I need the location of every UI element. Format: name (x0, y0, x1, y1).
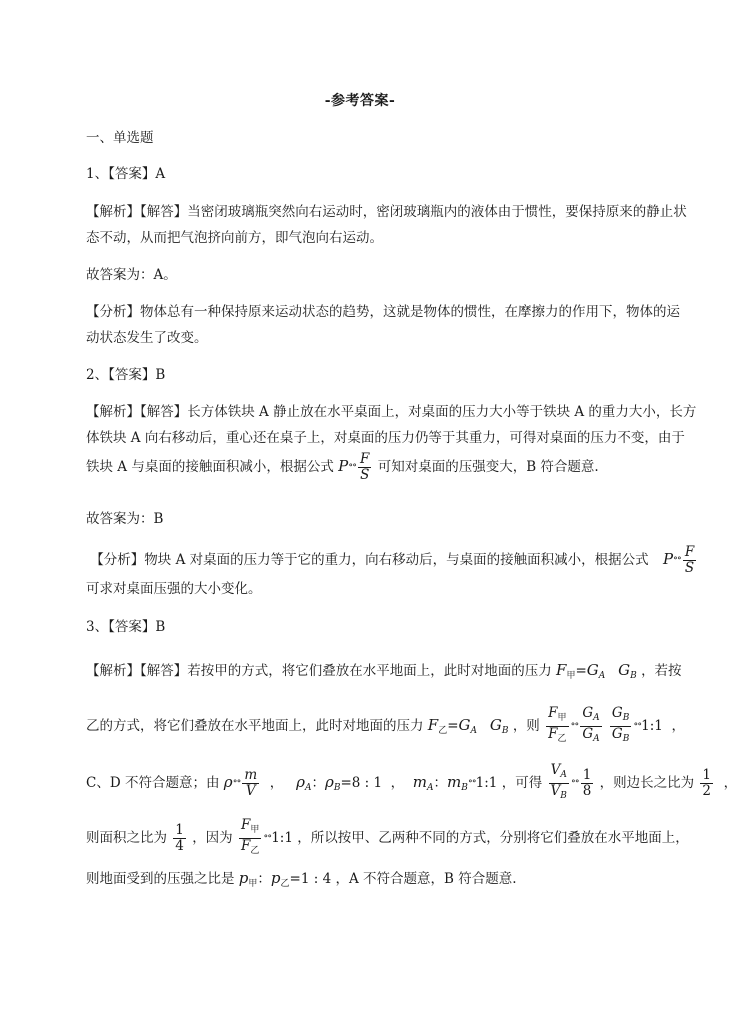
q2-answer: 2、【答案】B (86, 367, 166, 383)
q3-line5: 则地面受到的压强之比是 $p_甲$：$p_乙=1$ : 4 ，A 不符合题意，B 符合题意. (86, 869, 517, 889)
q2-analysis-line3: 铁块 A 与桌面的接触面积减小，根据公式 P∘∘ $\frac{F}{S}$ 可知对桌面的压强变大，B 符合题意. (86, 451, 599, 483)
formula-p: P (338, 457, 349, 475)
section-heading: 一、单选题 (86, 130, 154, 146)
q3-line1: 【解析】【解答】若按甲的方式，将它们叠放在水平地面上，此时对地面的压力 $F_甲=G_A$ $G_B$ ，若按 (86, 661, 682, 681)
page-title: -参考答案- (324, 93, 396, 109)
fraction-f-over-s: $\frac{F}{S}$ (360, 451, 370, 483)
q3-line2: 乙的方式，将它们叠放在水平地面上，此时对地面的压力 $F_乙=G_A$ $G_B$ ，则 $\frac{F_甲}{F_乙}$ ∘∘ $\frac{G_A}{G_A}$ $\frac{G_B}{G_B}$ ∘∘1:1 ， (86, 706, 676, 747)
q3-line4: 则面积之比为 $\frac{1}{4}$ ，因为 $\frac{F_甲}{F_乙}$ ∘∘1:1 ，所以按甲、乙两种不同的方式，分别将它们叠放在水平地面上， (86, 817, 689, 856)
q1-note-line1: 【分析】物体总有一种保持原来运动状态的趋势，这就是物体的惯性，在摩擦力的作用下，物体的运 (86, 304, 680, 320)
q3-answer: 3、【答案】B (86, 619, 166, 635)
q1-answer: 1、【答案】A (86, 166, 166, 182)
q2-note-line1: 【分析】物块 A 对桌面的压力等于它的重力，向右移动后，与桌面的接触面积减小，根据公式 P∘∘ $\frac{F}{S}$ (90, 544, 695, 576)
q3-line3: C、D 不符合题意；由 ρ∘∘ $\frac{m}{V}$ ， $\rho_A$：$\rho_B=8$ : 1 ， $m_A$：$m_B^{\circ\circ}1:1$ ，可得 $\frac{V_A}{V_B}$ ∘∘ $\frac{1}{8}$ ，则边长之比为 $\frac{1}{2}$ ， (86, 762, 737, 801)
q1-analysis-line1: 【解析】【解答】当密闭玻璃瓶突然向右运动时，密闭玻璃瓶内的液体由于惯性，要保持原来的静止状 (86, 204, 687, 220)
q2-conclusion: 故答案为：B (86, 511, 164, 527)
q2-analysis-line1: 【解析】【解答】长方体铁块 A 静止放在水平桌面上，对桌面的压力大小等于铁块 A 的重力大小，长方 (86, 404, 697, 420)
fraction-fjia-over-fyi: $\frac{F_甲}{F_乙}$ (548, 705, 567, 744)
q1-note-line2: 动状态发生了改变。 (86, 330, 208, 346)
fraction-f-over-s-2: $\frac{F}{S}$ (684, 544, 695, 576)
q2-note-line2: 可求对桌面压强的大小变化。 (86, 581, 262, 597)
q1-conclusion: 故答案为：A。 (86, 267, 177, 283)
q1-analysis-line2: 态不动，从而把气泡挤向前方，即气泡向右运动。 (86, 230, 383, 246)
q2-analysis-line2: 体铁块 A 向右移动后，重心还在桌子上，对桌面的压力仍等于其重力，可得对桌面的压力不变，由于 (86, 430, 685, 446)
